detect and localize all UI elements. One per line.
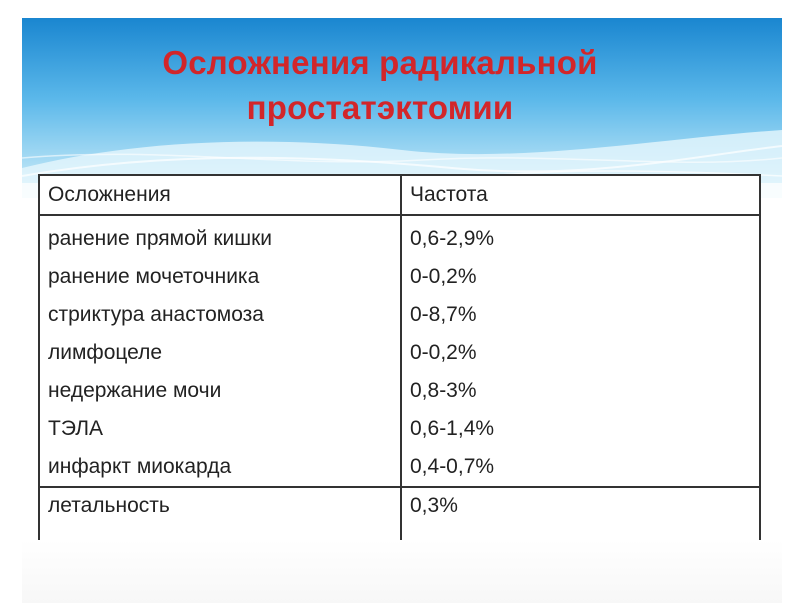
- bottom-fade: [22, 540, 782, 603]
- complication-name: ранение мочеточника: [48, 265, 260, 288]
- complication-name: недержание мочи: [48, 379, 222, 402]
- complication-frequency: 0,6-1,4%: [410, 417, 495, 440]
- complication-name: лимфоцеле: [48, 341, 163, 364]
- complication-names-cell: [39, 215, 401, 487]
- complication-frequency: 0-0,2%: [410, 341, 477, 364]
- complication-name: ТЭЛА: [48, 417, 104, 440]
- complication-name: стриктура анастомоза: [48, 303, 264, 326]
- complication-frequencies-cell: [401, 215, 760, 487]
- slide-title-line-2: простатэктомии: [246, 89, 514, 126]
- complication-frequency: 0,4-0,7%: [410, 455, 495, 478]
- complications-table: [38, 174, 761, 556]
- table-body-row: [39, 215, 760, 487]
- mortality-label: летальность: [39, 487, 401, 555]
- complication-frequency: 0,8-3%: [410, 379, 477, 402]
- mortality-value: 0,3%: [401, 487, 760, 555]
- complication-frequency: 0-8,7%: [410, 303, 477, 326]
- complication-frequency: 0-0,2%: [410, 265, 477, 288]
- header-frequency: Частота: [401, 175, 760, 215]
- complication-name: инфаркт миокарда: [48, 455, 232, 478]
- table-header-row: [39, 175, 760, 215]
- header-complications: Осложнения: [39, 175, 401, 215]
- slide-title-line-1: Осложнения радикальной: [162, 44, 598, 81]
- complication-frequency: 0,6-2,9%: [410, 227, 495, 250]
- complication-name: ранение прямой кишки: [48, 227, 273, 250]
- slide-title: [140, 40, 620, 130]
